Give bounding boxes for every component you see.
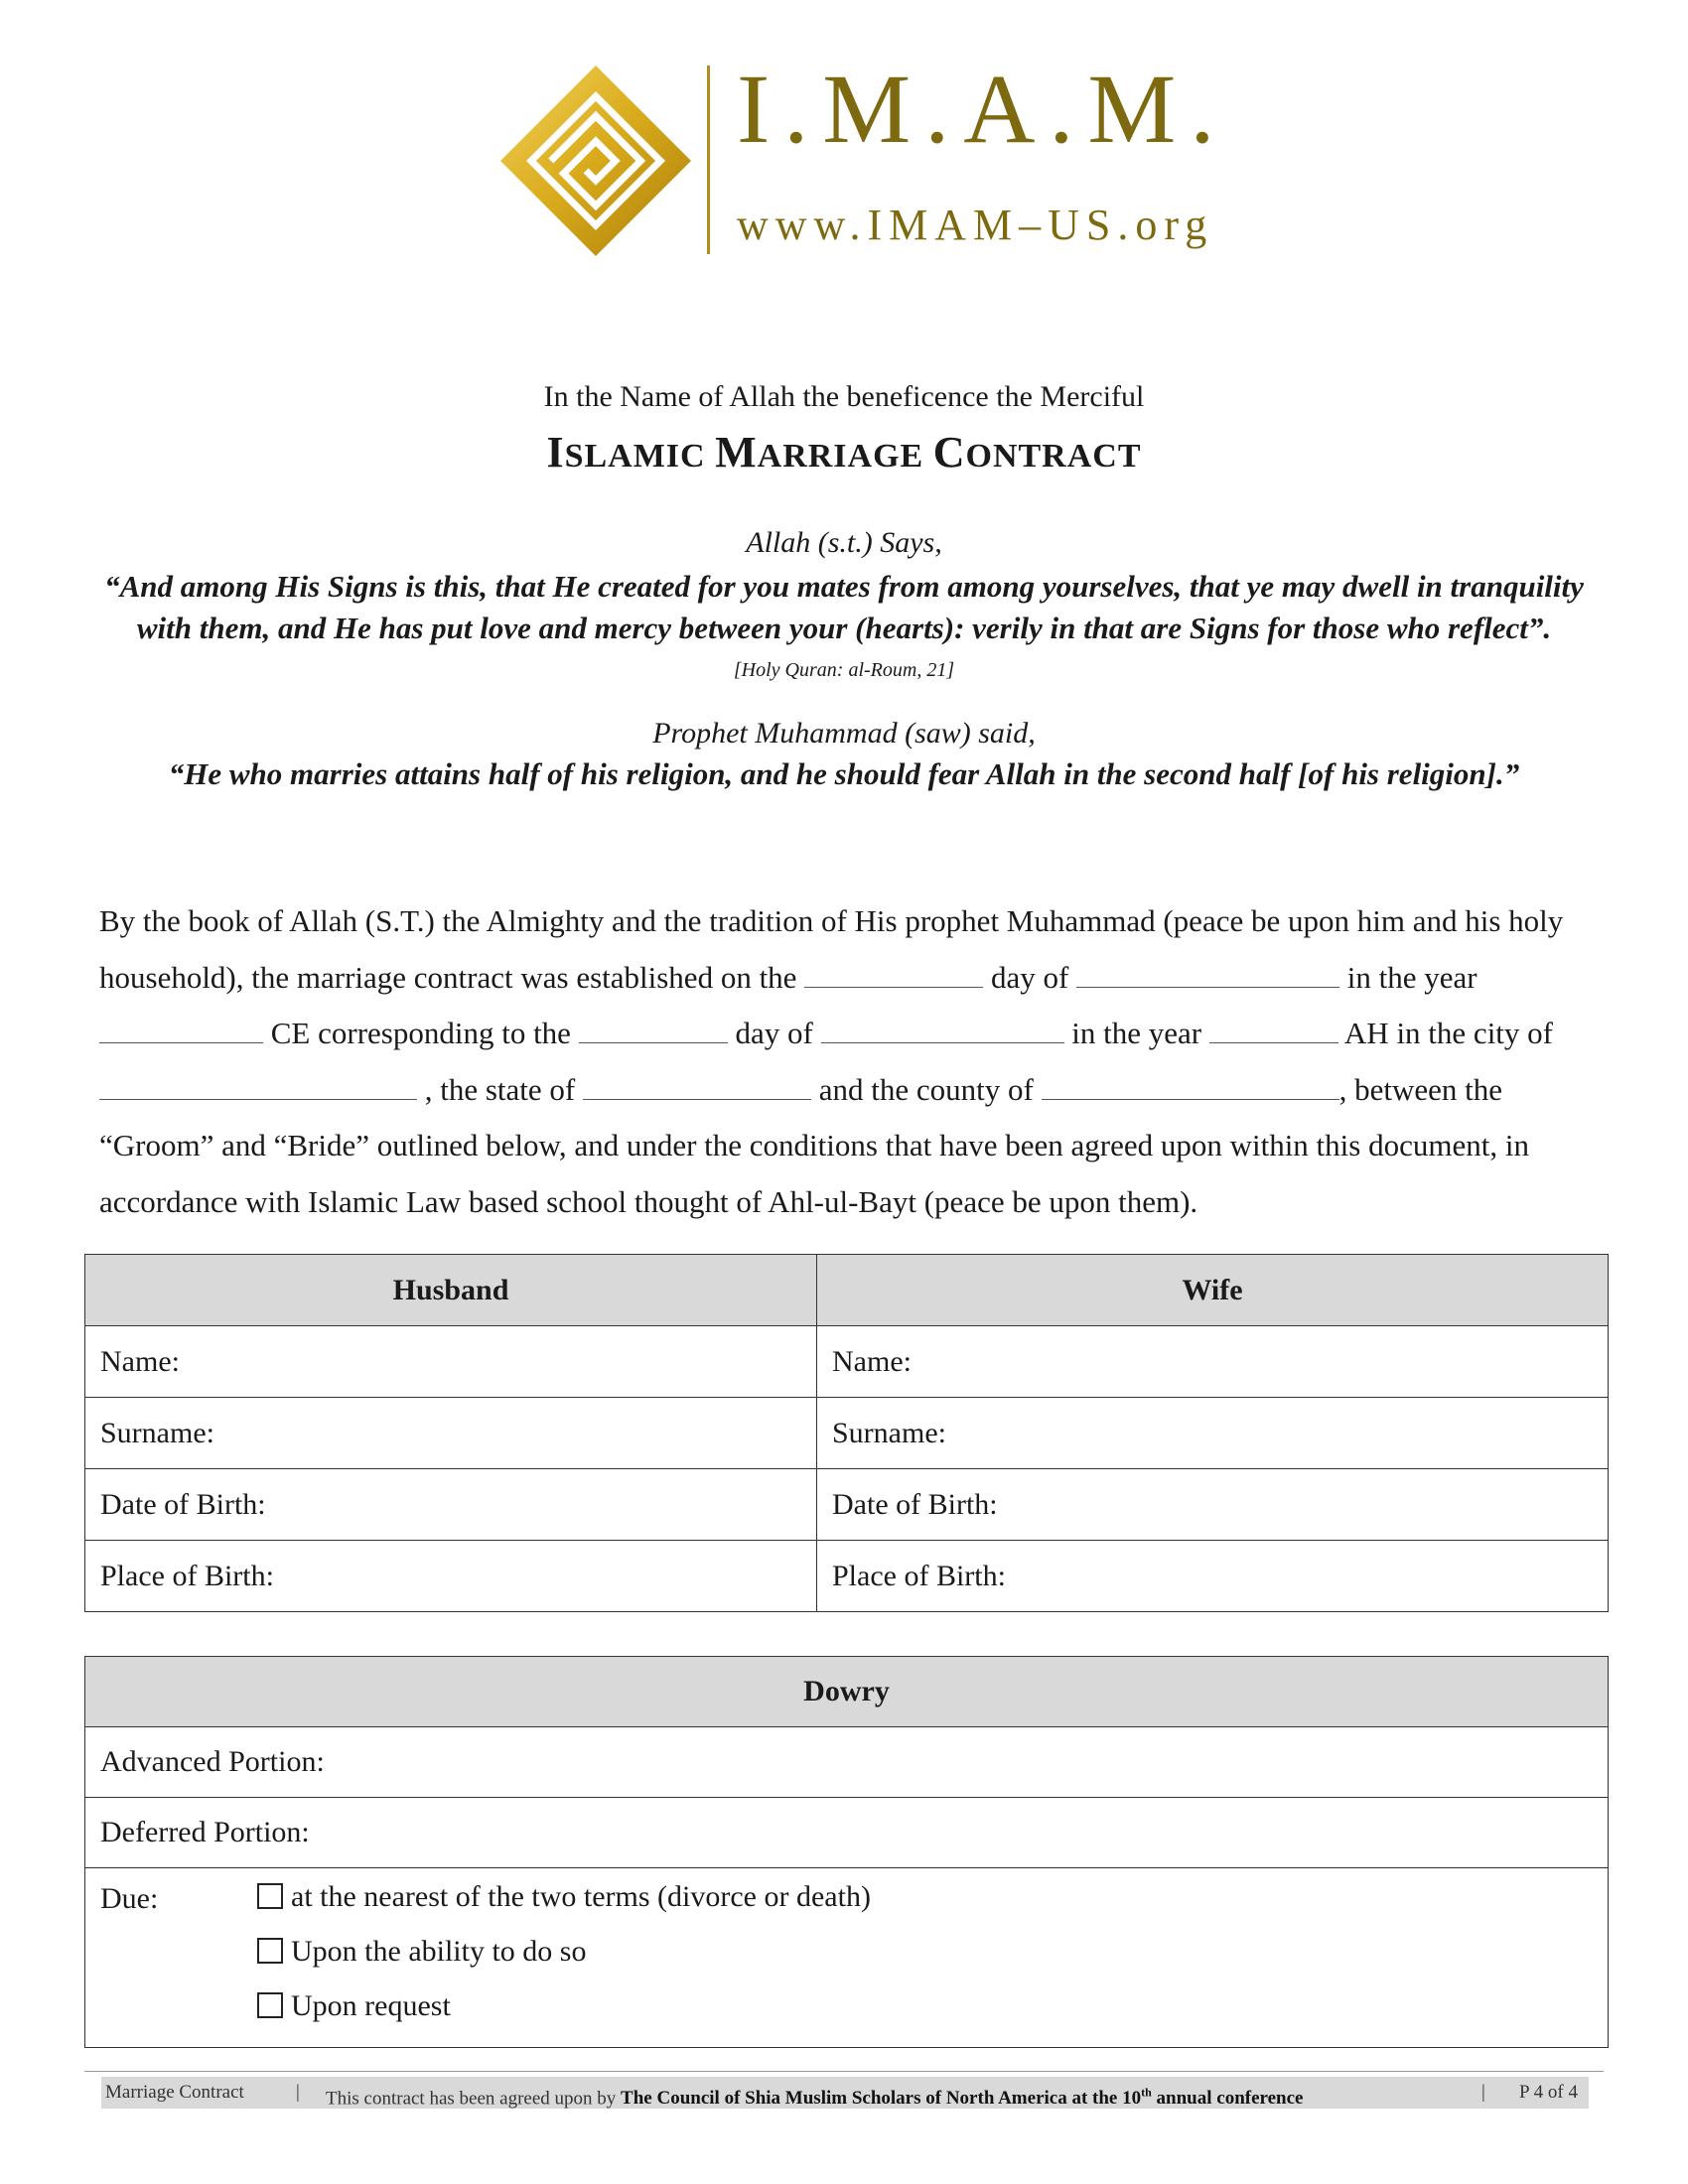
table-row <box>85 1541 1609 1612</box>
husband-dob-field[interactable]: Date of Birth: <box>85 1469 817 1541</box>
city-blank[interactable] <box>99 1075 417 1100</box>
footer-page-number: P 4 of 4 <box>1519 2082 1578 2103</box>
husband-name-field[interactable]: Name: <box>85 1326 817 1398</box>
checkbox[interactable] <box>257 1992 283 2018</box>
imam-logo-icon <box>496 62 695 260</box>
dowry-table <box>84 1656 1609 2048</box>
advanced-portion-field[interactable]: Advanced Portion: <box>85 1727 1609 1798</box>
husband-header: Husband <box>85 1255 817 1326</box>
verse-reference: [Holy Quran: al-Roum, 21] <box>733 659 955 681</box>
dowry-header: Dowry <box>85 1657 1609 1727</box>
month-ah-blank[interactable] <box>821 1019 1064 1043</box>
state-blank[interactable] <box>583 1075 811 1100</box>
spouse-table <box>84 1254 1609 1612</box>
due-option-request[interactable]: Upon request <box>257 1989 451 2023</box>
wife-pob-field[interactable]: Place of Birth: <box>817 1541 1609 1612</box>
logo-divider <box>707 66 710 254</box>
contract-paragraph: By the book of Allah (S.T.) the Almighty and the tradition of His prophet Muhammad (peace be upon him and his holy household), the marriage contract was established on the day of in the year CE corresponding to the day of in the year AH in the city of , the state of and the county of , between the “Groom” and “Bride” outlined below, and under the conditions that have been agreed upon within this document, in accordance with Islamic Law based school thought of Ahl-ul-Bayt (peace be upon them). <box>99 903 1564 1219</box>
wife-dob-field[interactable]: Date of Birth: <box>817 1469 1609 1541</box>
brand-name: I.M.A.M. <box>737 54 1229 164</box>
footer-rule <box>84 2071 1604 2072</box>
checkbox[interactable] <box>257 1883 283 1909</box>
wife-surname-field[interactable]: Surname: <box>817 1398 1609 1469</box>
invocation: In the Name of Allah the beneficence the Merciful <box>543 380 1145 413</box>
checkbox[interactable] <box>257 1938 283 1964</box>
table-row <box>85 1326 1609 1398</box>
due-option-ability[interactable]: Upon the ability to do so <box>257 1935 586 1969</box>
county-blank[interactable] <box>1042 1075 1339 1100</box>
footer-agreement: This contract has been agreed upon by The Council of Shia Muslim Scholars of North America at the 10th annual conference <box>326 2086 1304 2110</box>
footer-separator: | <box>296 2082 300 2103</box>
due-option-nearest-term[interactable]: at the nearest of the two terms (divorce or death) <box>257 1880 871 1914</box>
document-title: ISLAMIC MARRIAGE CONTRACT <box>546 428 1142 477</box>
table-row <box>85 1398 1609 1469</box>
husband-pob-field[interactable]: Place of Birth: <box>85 1541 817 1612</box>
husband-surname-field[interactable]: Surname: <box>85 1398 817 1469</box>
page-footer <box>101 2077 1589 2109</box>
day-ah-blank[interactable] <box>579 1019 728 1043</box>
footer-doc-name: Marriage Contract <box>105 2082 244 2103</box>
brand-url: www.IMAM–US.org <box>737 201 1214 249</box>
month-ce-blank[interactable] <box>1076 963 1339 988</box>
wife-name-field[interactable]: Name: <box>817 1326 1609 1398</box>
hadith-quote: “He who marries attains half of his religion, and he should fear Allah in the second half [of his religion].” <box>168 756 1520 791</box>
day-ce-blank[interactable] <box>804 963 983 988</box>
due-label: Due: <box>100 1882 159 1915</box>
table-row <box>85 1469 1609 1541</box>
year-ah-blank[interactable] <box>1209 1019 1338 1043</box>
footer-separator: | <box>1481 2082 1485 2103</box>
wife-header: Wife <box>817 1255 1609 1326</box>
quran-verse: “And among His Signs is this, that He created for you mates from among yourselves, that ye may dwell in tranquility with them, and He has put love and mercy between your (hearts): verily in that are Signs for those who reflect”. <box>104 569 1584 645</box>
due-cell <box>85 1868 1609 2048</box>
allah-says: Allah (s.t.) Says, <box>746 526 942 559</box>
deferred-portion-field[interactable]: Deferred Portion: <box>85 1798 1609 1868</box>
prophet-said: Prophet Muhammad (saw) said, <box>652 717 1036 750</box>
year-ce-blank[interactable] <box>99 1019 263 1043</box>
